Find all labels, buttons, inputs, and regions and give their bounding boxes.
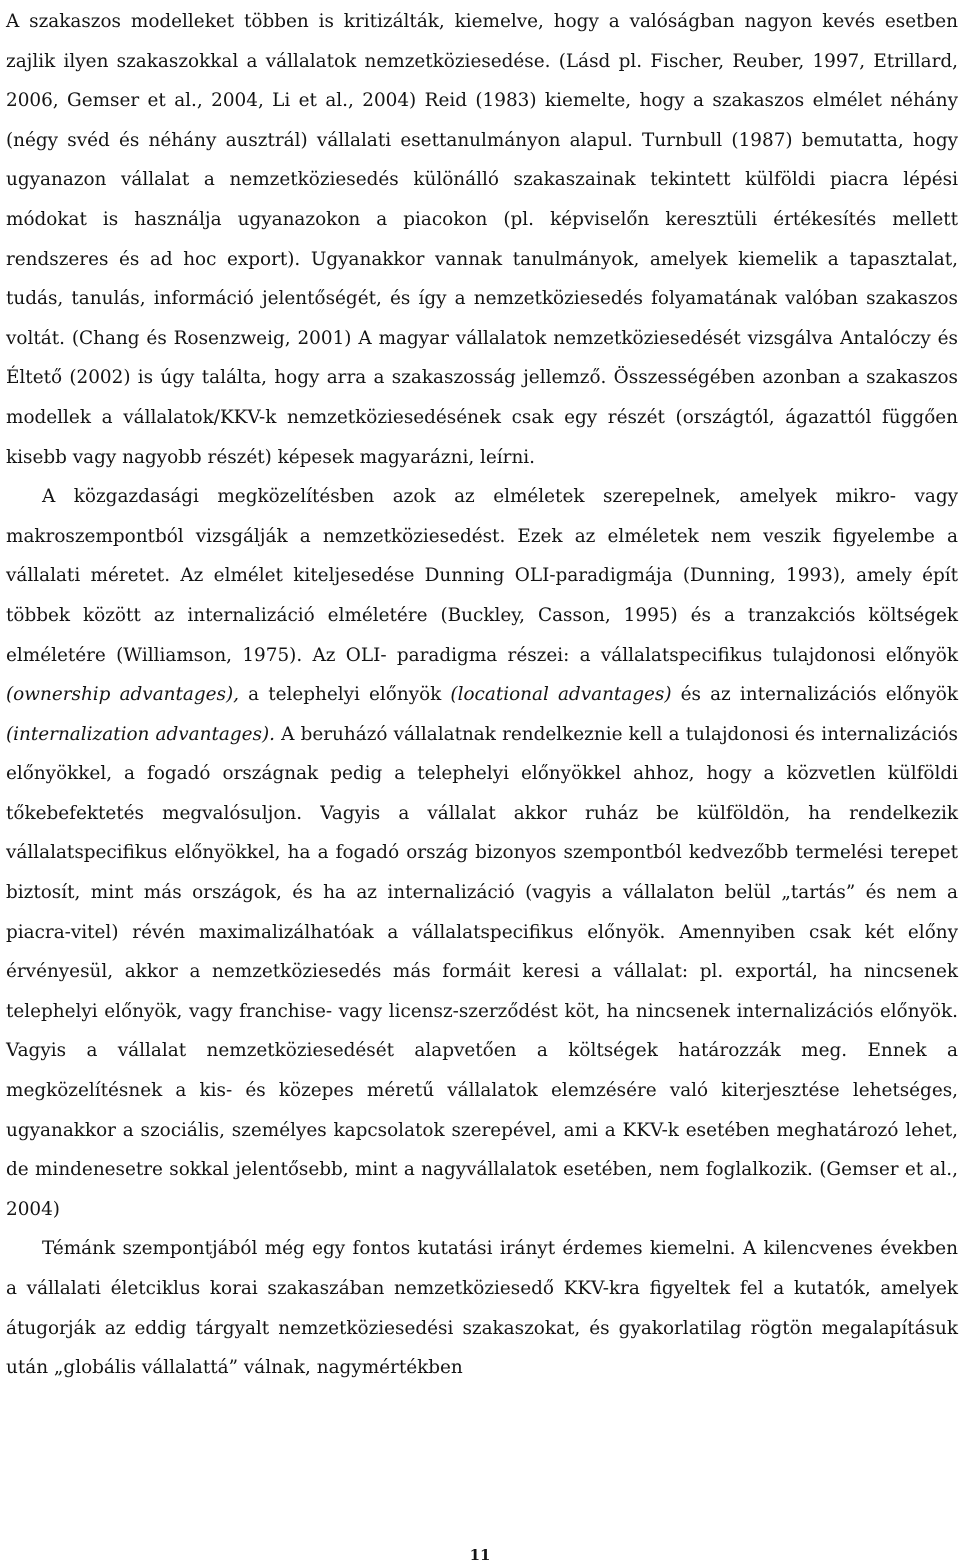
paragraph-1 [6,2,958,477]
page-number: 11 [469,1546,491,1564]
paragraph-2 [6,477,958,1229]
body-text [6,2,958,1388]
italic-term: (locational advantages) [450,684,672,706]
paragraph-3 [6,1229,958,1387]
text-run: a telephelyi előnyök [238,684,451,706]
text-run: A beruházó vállalatnak rendelkeznie kell a tulajdonosi és internalizációs előnyökkel, a fogadó országnak pedig a telephelyi előnyökkel ahhoz, hogy a közvetlen külföldi tőkebefektetés megvalósuljon. Vagyis a vállalat akkor ruház be külföldön, ha rendelkezik vállalatspecifikus előnyökkel, ha a fogadó ország bizonyos szempontból kedvezőbb termelési terepet biztosít, mint más országok, és ha az internalizáció (vagyis a vállalaton belül „tartás” és nem a piacra-vitel) révén maximalizálhatóak a vállalatspecifikus előnyök. Amennyiben csak két előny érvényesül, akkor a nemzetköziesedés más formáit keresi a vállalat: pl. exportál, ha nincsenek telephelyi előnyök, vagy franchise- vagy licensz-szerződést köt, ha nincsenek internalizációs előnyök. Vagyis a vállalat nemzetköziesedését alapvetően a költségek határozzák meg. Ennek a megközelítésnek a kis- és közepes méretű vállalatok elemzésére való kiterjesztése lehetséges, ugyanakkor a szociális, személyes kapcsolatok szerepével, ami a KKV-k esetében meghatározó lehet, de mindenesetre sokkal jelentősebb, mint a nagyvállalatok esetében, nem foglalkozik. (Gemser et al., 2004) [6,723,958,1220]
italic-term: (internalization advantages). [6,723,275,745]
text-run: A szakaszos modelleket többen is kritizálták, kiemelve, hogy a valóságban nagyon kevés esetben zajlik ilyen szakaszokkal a vállalatok nemzetköziesedése. (Lásd pl. Fischer, Reuber, 1997, Etrillard, 2006, Gemser et al., 2004, Li et al., 2004) Reid (1983) kiemelte, hogy a szakaszos elmélet néhány (négy svéd és néhány ausztrál) vállalati esettanulmányon alapul. Turnbull (1987) bemutatta, hogy ugyanazon vállalat a nemzetköziesedés különálló szakaszainak tekintett külföldi piacra lépési módokat is használja ugyanazokon a piacokon (pl. képviselőn keresztüli értékesítés mellett rendszeres és ad hoc export). Ugyanakkor vannak tanulmányok, amelyek kiemelik a tapasztalat, tudás, tanulás, információ jelentőségét, és így a nemzetköziesedés folyamatának valóban szakaszos voltát. (Chang és Rosenzweig, 2001) A magyar vállalatok nemzetköziesedését vizsgálva Antalóczy és Éltető (2002) is úgy találta, hogy arra a szakaszosság jellemző. Összességében azonban a szakaszos modellek a vállalatok/KKV-k nemzetköziesedésének csak egy részét (országtól, ágazattól függően kisebb vagy nagyobb részét) képesek magyarázni, leírni. [6,11,958,468]
text-run: Témánk szempontjából még egy fontos kutatási irányt érdemes kiemelni. A kilencvenes években a vállalati életciklus korai szakaszában nemzetköziesedő KKV-kra figyeltek fel a kutatók, amelyek átugorják az eddig tárgyalt nemzetköziesedési szakaszokat, és gyakorlatilag rögtön megalapításuk után „globális vállalattá” válnak, nagymértékben [6,1238,958,1379]
text-run: és az internalizációs előnyök [671,684,958,706]
italic-term: (ownership advantages), [6,684,239,706]
text-run: A közgazdasági megközelítésben azok az elméletek szerepelnek, amelyek mikro- vagy makroszempontból vizsgálják a nemzetköziesedést. Ezek az elméletek nem veszik figyelembe a vállalati méretet. Az elmélet kiteljesedése Dunning OLI-paradigmája (Dunning, 1993), amely épít többek között az internalizáció elméletére (Buckley, Casson, 1995) és a tranzakciós költségek elméletére (Williamson, 1975). Az OLI- paradigma részei: a vállalatspecifikus tulajdonosi előnyök [6,486,958,666]
